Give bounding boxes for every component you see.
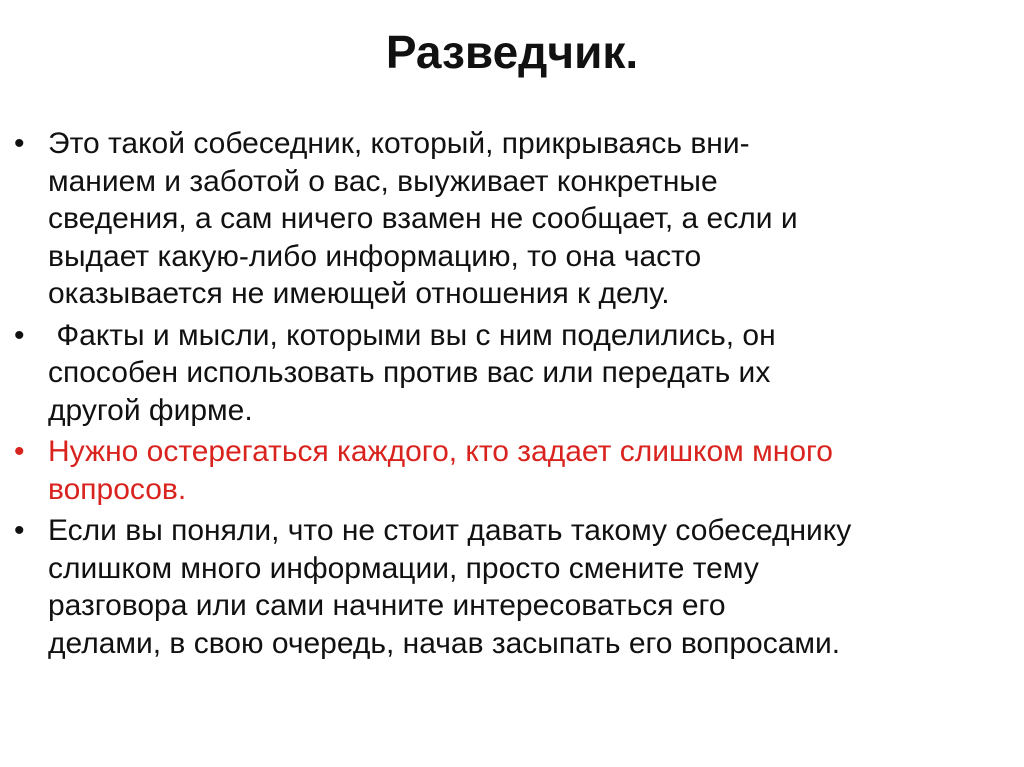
bullet-list: [14, 125, 1014, 666]
bullet-line: Если вы поняли, что не стоит давать такому собеседнику: [48, 514, 852, 547]
bullet-line: другой фирме.: [48, 393, 253, 427]
bullet-line: Нужно остерегаться каждого, кто задает слишком много: [48, 435, 833, 468]
bullet-item-3-warning: [14, 433, 1014, 508]
bullet-line: выдает какую-либо информацию, то она часто: [48, 239, 702, 273]
bullet-dot: •: [14, 127, 25, 160]
bullet-text: [48, 512, 1014, 662]
bullet-line: вопросов.: [48, 472, 187, 506]
slide-title: Разведчик.: [385, 26, 639, 78]
bullet-line: способен использовать против вас или передать их: [48, 356, 771, 389]
bullet-line: делами, в свою очередь, начав засыпать его вопросами.: [48, 626, 841, 660]
bullet-dot: •: [14, 435, 25, 468]
bullet-text: [48, 433, 1014, 508]
bullet-item-1: [14, 125, 1014, 313]
bullet-text: [48, 317, 1014, 430]
bullet-item-2: [14, 317, 1014, 430]
bullet-line: Это такой собеседник, который, прикрываясь вни-: [48, 127, 750, 160]
bullet-line: слишком много информации, просто смените тему: [48, 551, 759, 585]
bullet-line: сведения, а сам ничего взамен не сообщает, а если и: [48, 202, 798, 235]
bullet-line: разговора или сами начните интересоваться его: [48, 589, 726, 622]
bullet-line: манием и заботой о вас, выуживает конкретные: [48, 164, 718, 198]
bullet-item-4: [14, 512, 1014, 662]
bullet-line: оказывается не имеющей отношения к делу.: [48, 277, 670, 310]
bullet-dot: •: [14, 514, 25, 547]
bullet-line: Факты и мысли, которыми вы с ним поделились, он: [48, 318, 776, 352]
bullet-text: [48, 125, 1014, 313]
bullet-dot: •: [14, 318, 25, 352]
